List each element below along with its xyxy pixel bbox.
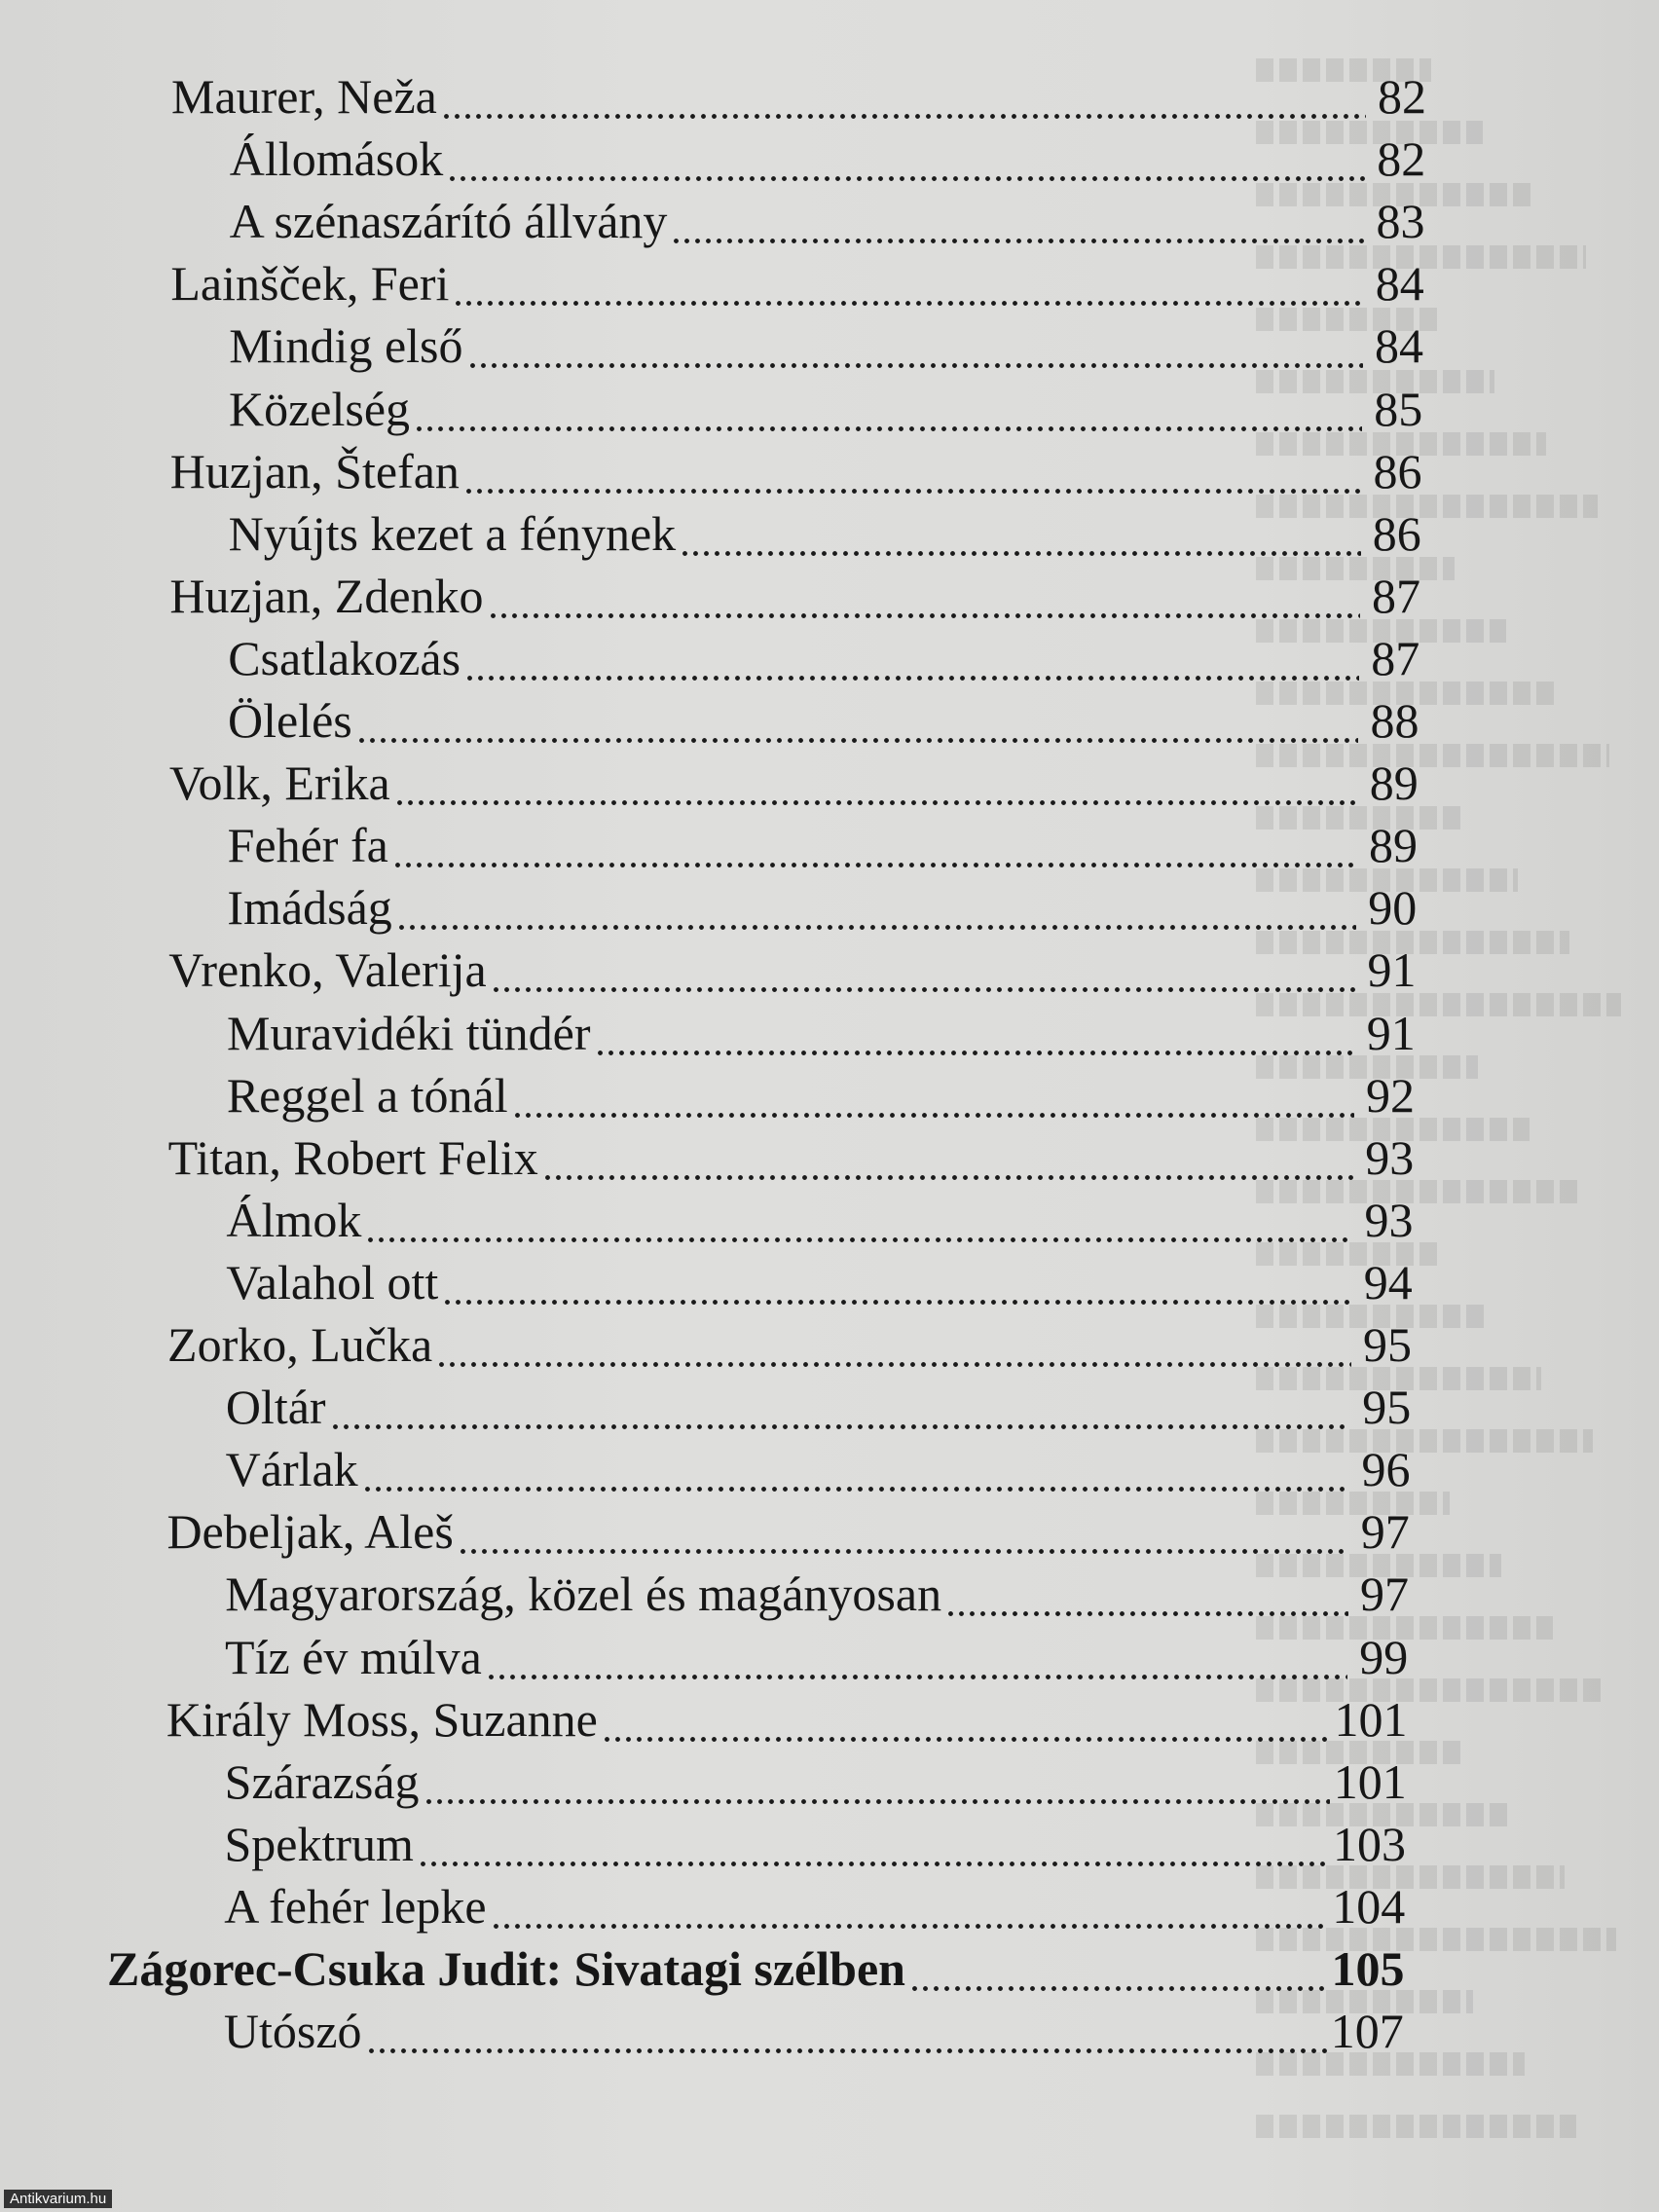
toc-entry-page: 88 [1370,693,1419,748]
toc-entry-title: Magyarország, közel és magányosan [225,1567,942,1622]
toc-entry-page: 94 [1363,1254,1413,1309]
toc-title-entry [227,807,1418,873]
toc-entry-page: 92 [1365,1067,1415,1123]
toc-entry-page: 96 [1361,1442,1411,1497]
toc-title-entry [224,1744,1407,1809]
dot-leader [442,1262,1351,1307]
toc-author-entry [166,1681,1408,1747]
dot-leader [453,263,1363,308]
toc-entry-title: Huzjan, Štefan [169,443,460,498]
toc-entry-title: Debeljak, Aleš [166,1504,454,1560]
toc-entry-title: Volk, Erika [168,756,390,811]
toc-entry-page: 86 [1373,443,1422,498]
toc-entry-page: 95 [1362,1317,1412,1372]
toc-entry-page: 95 [1362,1380,1412,1435]
dot-leader [595,1013,1355,1057]
dot-leader [512,1075,1354,1120]
toc-entry-title: Közelség [229,381,411,436]
toc-entry-page: 91 [1367,942,1417,998]
toc-title-entry [224,1806,1406,1871]
dot-leader [366,2010,1327,2055]
dot-leader [945,1573,1348,1618]
toc-entry-title: Szárazság [224,1753,420,1809]
bleed-line [1256,2115,1576,2138]
dot-leader [447,138,1365,183]
toc-entry-title: Álmok [226,1192,362,1247]
toc-entry-page: 89 [1368,818,1418,873]
toc-title-entry [229,371,1423,436]
toc-title-entry [226,1057,1415,1123]
toc-author-entry [169,558,1420,623]
toc-entry-page: 82 [1377,131,1426,187]
dot-leader [441,76,1366,121]
toc-entry-title: Spektrum [224,1816,414,1871]
dot-leader [418,1824,1329,1868]
toc-title-entry [229,308,1423,374]
toc-title-entry [228,496,1421,561]
dot-leader [458,1511,1349,1556]
toc-author-entry [170,433,1422,496]
toc-entry-title: Zorko, Lučka [167,1317,433,1372]
watermark: Antikvarium.hu [4,2190,112,2208]
toc-entry-title: Vrenko, Valerija [168,942,487,998]
toc-title-entry [225,1369,1412,1435]
toc-entry-page: 84 [1375,256,1424,312]
dot-leader [680,513,1361,558]
toc-author-entry [168,745,1419,811]
dot-leader [542,1137,1353,1182]
toc-entry-page: 83 [1376,194,1425,249]
toc-entry-page: 101 [1333,1753,1407,1809]
dot-leader [365,1199,1352,1244]
toc-author-entry [167,1307,1412,1372]
dot-leader [436,1324,1351,1369]
toc-title-entry [225,1619,1409,1684]
toc-entry-title: Nyújts kezet a fénynek [228,505,677,561]
toc-entry-title: Állomások [229,131,444,187]
toc-entry-page: 84 [1374,318,1423,374]
toc-entry-page: 87 [1371,630,1420,685]
dot-leader [463,451,1362,496]
toc-entry-title: A fehér lepke [224,1878,487,1934]
dot-leader [356,700,1359,745]
dot-leader [424,1761,1330,1806]
toc-entry-title: Fehér fa [227,818,388,873]
toc-entry-page: 105 [1331,1941,1405,1996]
toc-entry-title: Reggel a tónál [226,1067,508,1123]
toc-entry-page: 101 [1334,1691,1408,1747]
toc-entry-title: Huzjan, Zdenko [169,568,484,623]
dot-leader [491,1886,1329,1931]
toc-author-entry [167,1120,1415,1185]
dot-leader [414,388,1362,433]
dot-leader [330,1386,1351,1431]
toc-entry-page: 99 [1359,1629,1409,1684]
toc-entry-title: Ölelés [228,693,352,748]
toc-entry-title: Oltár [225,1380,326,1435]
toc-title-entry [223,1993,1404,2059]
toc-entry-title: Imádság [227,880,392,936]
toc-title-entry [225,1556,1409,1622]
dot-leader [394,762,1358,807]
toc-entry-page: 97 [1359,1567,1409,1622]
toc-title-entry [225,1431,1411,1497]
toc-title-entry [226,1182,1414,1247]
toc-title-entry [227,869,1418,936]
toc-entry-title: Várlak [225,1442,358,1497]
dot-leader [909,1948,1328,1993]
dot-leader [602,1699,1331,1744]
toc-entry-page: 104 [1332,1878,1406,1934]
dot-leader [464,638,1359,682]
toc-entry-page: 89 [1369,756,1419,811]
dot-leader [671,201,1364,245]
toc-title-entry [229,121,1426,187]
toc-entry-page: 90 [1368,880,1418,936]
toc-entry-page: 107 [1330,2004,1404,2059]
dot-leader [486,1637,1347,1681]
toc-entry-title: Muravidéki tündér [227,1005,591,1060]
toc-title-entry [224,1868,1406,1934]
toc-entry-title: Utószó [223,2004,362,2059]
toc-section-entry [107,1931,1405,1996]
toc-entry-page: 86 [1372,505,1421,561]
toc-entry-title: A szénaszárító állvány [229,194,668,249]
toc-entry-title: Titan, Robert Felix [167,1129,538,1185]
dot-leader [488,575,1360,620]
toc-author-entry [171,58,1426,124]
toc-author-entry [168,932,1417,998]
toc-entry-title: Maurer, Neža [171,69,437,124]
dot-leader [491,949,1356,994]
toc-title-entry [227,995,1416,1060]
toc-entry-title: Tíz év múlva [225,1629,482,1684]
toc-entry-title: Zágorec-Csuka Judit: Sivatagi szélben [107,1941,905,1996]
toc-entry-page: 82 [1378,69,1426,124]
toc-title-entry [228,620,1420,685]
toc-entry-page: 93 [1365,1129,1415,1185]
toc-author-entry [170,245,1424,312]
toc-entry-title: Csatlakozás [228,630,461,685]
toc-entry-page: 91 [1366,1005,1416,1060]
toc-entry-title: Lainšček, Feri [170,256,450,312]
toc-entry-title: Valahol ott [226,1254,439,1309]
toc-entry-page: 87 [1371,568,1420,623]
toc-entry-title: Király Moss, Suzanne [166,1691,598,1747]
toc-author-entry [166,1493,1410,1560]
toc-entry-title: Mindig első [229,318,463,374]
toc-entry-page: 93 [1364,1192,1414,1247]
dot-leader [362,1449,1350,1493]
toc-title-entry [226,1244,1413,1307]
toc-title-entry [229,183,1425,249]
toc-entry-page: 97 [1360,1504,1410,1560]
dot-leader [392,825,1357,869]
dot-leader [396,887,1356,932]
toc-entry-page: 103 [1332,1816,1406,1871]
toc-entry-page: 85 [1374,381,1423,436]
dot-leader [467,325,1363,370]
toc-title-entry [228,682,1419,748]
